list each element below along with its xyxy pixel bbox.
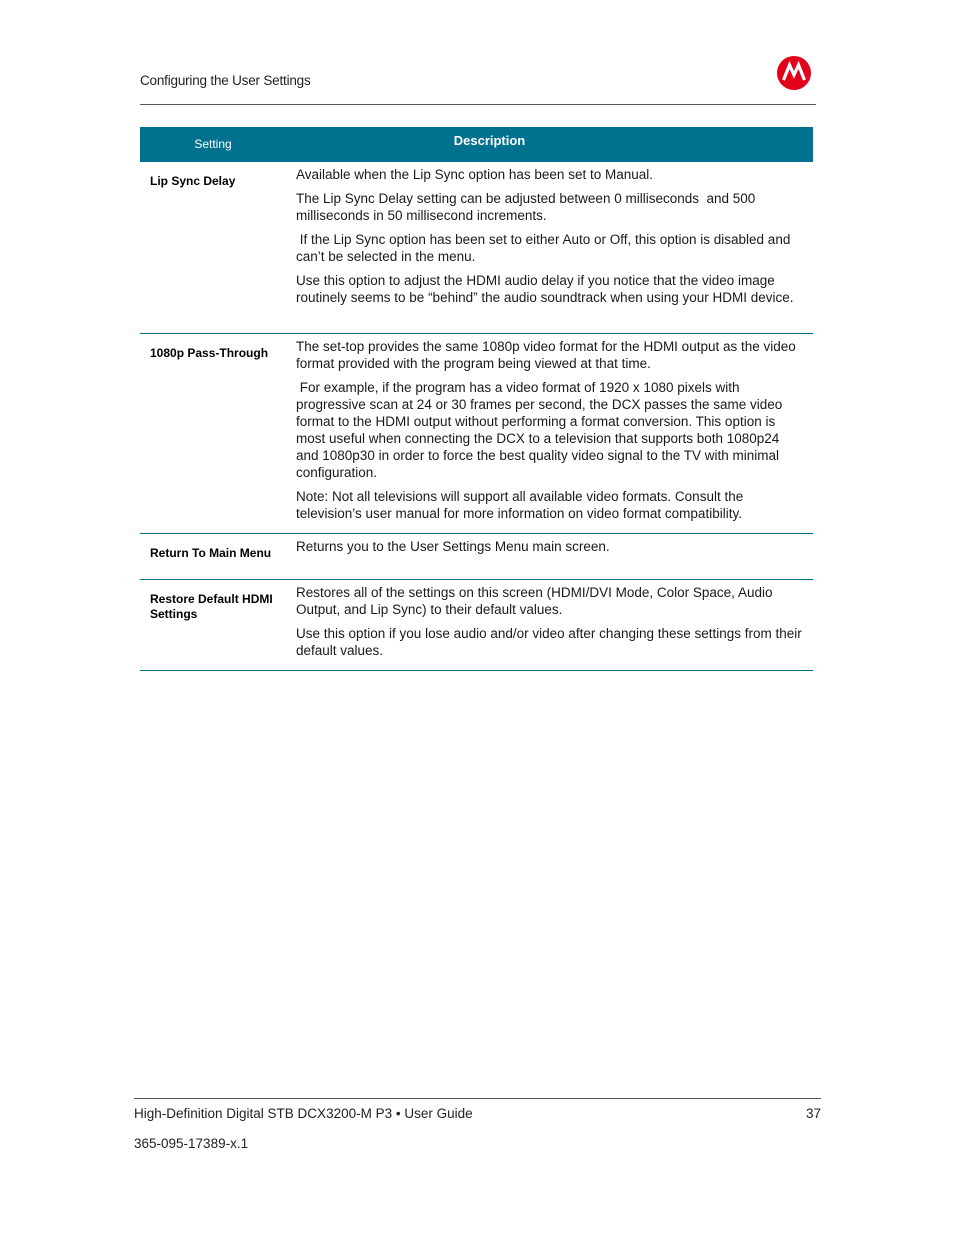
page-header [140,60,816,105]
description-paragraph: For example, if the program has a video format of 1920 x 1080 pixels with progressive scan at 24 or 30 frames per second, the DCX passes the same video format to the HDMI output without performing a format conversion. This option is most useful when connecting the DCX to a television that supports both 1080p24 and 1080p30 in order to force the best quality video signal to the TV with minimal configuration. [296,380,787,480]
description-paragraph: The set-top provides the same 1080p video format for the HDMI output as the video format provided with the program being viewed at that time. [296,339,800,371]
setting-description [296,534,813,579]
column-header-description: Description [453,133,526,148]
description-paragraph: If the Lip Sync option has been set to either Auto or Off, this option is disabled and can’t be selected in the menu. [296,232,795,264]
description-paragraph: Use this option to adjust the HDMI audio delay if you notice that the video image routinely seems to be “behind” the audio soundtrack when using your HDMI device. [296,273,794,305]
setting-name: 1080p Pass-Through [150,346,269,360]
table-header-row [140,127,813,162]
description-paragraph: Available when the Lip Sync option has been set to Manual. [296,167,653,182]
table-row [140,334,813,534]
setting-description [296,580,813,670]
description-paragraph: The Lip Sync Delay setting can be adjusted between 0 milliseconds and 500 milliseconds in 50 millisecond increments. [296,191,760,223]
setting-name: Lip Sync Delay [150,174,236,188]
description-paragraph: Note: Not all televisions will support all available video formats. Consult the television’s user manual for more information on video format compatibility. [296,489,747,521]
table-row [140,162,813,334]
description-paragraph: Restores all of the settings on this screen (HDMI/DVI Mode, Color Space, Audio Output, and Lip Sync) to their default values. [296,585,777,617]
page-footer [134,1098,821,1151]
table-row [140,580,813,671]
document-number: 365-095-17389-x.1 [134,1136,249,1151]
description-paragraph: Use this option if you lose audio and/or video after changing these settings from their default values. [296,626,806,658]
footer-guide-title: High-Definition Digital STB DCX3200-M P3 • User Guide [134,1106,473,1121]
setting-description [296,334,813,533]
description-paragraph: Returns you to the User Settings Menu main screen. [296,539,610,554]
setting-description [296,162,813,333]
setting-name: Return To Main Menu [150,546,272,560]
table-row [140,534,813,580]
setting-name: Restore Default HDMI Settings [150,592,273,621]
motorola-logo-icon [777,56,811,90]
page-number: 37 [805,1106,821,1121]
settings-table [140,127,813,671]
column-header-setting: Setting [194,137,232,151]
page-section-title: Configuring the User Settings [140,73,311,88]
